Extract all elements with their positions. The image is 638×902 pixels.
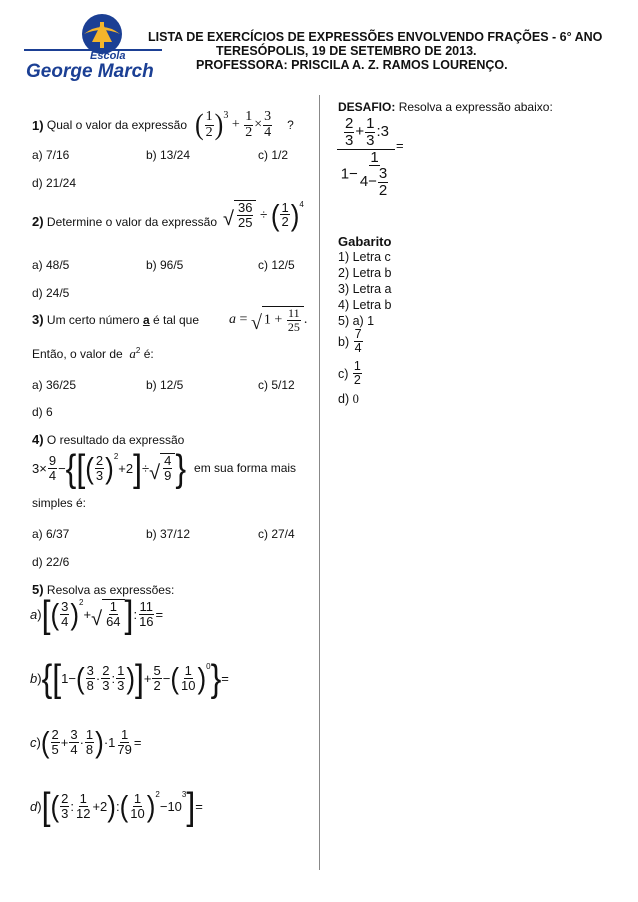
- header-line3: PROFESSORA: PRISCILA A. Z. RAMOS LOURENÇO.: [196, 58, 508, 72]
- q4-option-c: c) 27/4: [258, 527, 295, 541]
- q3-text-b: é tal que: [152, 312, 200, 327]
- q2-option-a: a) 48/5: [32, 258, 70, 272]
- q3-expression: a = √ 1 + $\frac{11}{25}$ .: [229, 306, 308, 335]
- gabarito-item-5c: [338, 360, 363, 387]
- q2-option-b: b) 96/5: [146, 258, 184, 272]
- q5-item-b: b ) { [ 1− ( $\frac{3}{8}$ · $\frac{2}{3}$ : $\frac{1}{3}$ ) ] + $\frac{5}{2}$ − ( $\frac{1}{10}$ ) $^0$ } =: [30, 656, 229, 700]
- q5-item-d: d ) [ ( $\frac{2}{3}$ : $\frac{1}{12}$ +2 ) : ( $\frac{1}{10}$ ) $^2$ −10 3 ] =: [30, 784, 203, 828]
- gabarito-d-label: d): [338, 392, 350, 406]
- q3-option-a: a) 36/25: [32, 378, 77, 392]
- gabarito-d-val: 0: [352, 392, 359, 406]
- q1-expression: ( $\frac{1}{2}$ ) $^3$ + $\frac{1}{2}$ × $\frac{3}{4}$: [195, 107, 272, 142]
- q3-line2: Então, o valor de $a^2$ é:: [32, 346, 154, 361]
- gabarito-item-5b: [338, 328, 364, 355]
- q1-option-d: d) 21/24: [32, 176, 77, 190]
- desafio-text: Resolva a expressão abaixo:: [398, 100, 553, 114]
- gabarito-c-den: 2: [353, 373, 361, 388]
- logo-name: George March: [26, 61, 154, 82]
- q4-option-d: d) 22/6: [32, 555, 70, 569]
- q3-option-c: c) 5/12: [258, 378, 295, 392]
- gabarito-b-num: 7: [354, 327, 362, 341]
- logo-school: Escola: [90, 50, 126, 62]
- q3-text2-tail: é:: [143, 347, 154, 361]
- q3-var: a: [142, 312, 150, 327]
- q1-tail: ?: [287, 118, 294, 133]
- q4-option-b: b) 37/12: [146, 527, 191, 541]
- question-1: [32, 107, 294, 142]
- gabarito-item-1: 1) Letra c: [338, 250, 391, 264]
- gabarito-item-5d: [338, 392, 359, 407]
- q4-option-a: a) 6/37: [32, 527, 70, 541]
- q1-number: 1): [32, 117, 44, 133]
- q3-text2: Então, o valor de: [32, 347, 123, 361]
- q1-option-b: b) 13/24: [146, 148, 191, 162]
- gabarito-c-label: c): [338, 366, 349, 381]
- q2-option-d: d) 24/5: [32, 286, 70, 300]
- q4-text: O resultado da expressão: [46, 433, 185, 447]
- gabarito-item-2: 2) Letra b: [338, 266, 392, 280]
- question-5: [32, 582, 174, 597]
- q4-number: 4): [32, 432, 44, 447]
- q1-option-a: a) 7/16: [32, 148, 70, 162]
- q3-text-a: Um certo número: [46, 312, 140, 327]
- q5-item-c: c ) ( $\frac{2}{5}$ + $\frac{3}{4}$ · $\frac{1}{8}$ ) ·1 $\frac{1}{79}$ =: [30, 724, 142, 760]
- gabarito-item-3: 3) Letra a: [338, 282, 392, 296]
- q4-expression: 3× $\frac{9}{4}$ − { [ ( $\frac{2}{3}$ ) $^2$ +2 ] ÷ √ $\frac{4}{9}$ }: [32, 446, 187, 490]
- q2-text: Determine o valor da expressão: [46, 215, 217, 230]
- q1-text: Qual o valor da expressão: [46, 118, 187, 133]
- gabarito-b-label: b): [338, 334, 350, 349]
- q2-number: 2): [32, 214, 44, 230]
- q4-tail: em sua forma mais: [194, 461, 297, 475]
- q3-option-b: b) 12/5: [146, 378, 184, 392]
- desafio: [338, 100, 553, 114]
- column-divider: [319, 95, 320, 870]
- q4-expression-line: [32, 446, 297, 490]
- gabarito-c-num: 1: [353, 359, 361, 373]
- q5-item-a: a ) [ ( $\frac{3}{4}$ ) $^2$ + √ $\frac{1}{64}$ ] : $\frac{11}{16}$ =: [30, 592, 164, 636]
- gabarito-item-4: 4) Letra b: [338, 298, 392, 312]
- desafio-label: DESAFIO:: [338, 100, 396, 114]
- q2-expression: √ $\frac{36}{25}$ ÷ ( $\frac{1}{2}$ ) $^4$: [223, 197, 304, 232]
- question-4: [32, 432, 184, 447]
- desafio-expression: $\frac{2}{3}$ + $\frac{1}{3}$ :3 1− 1 4− $\frac{3}{2}$ =: [336, 116, 404, 199]
- q1-option-c: c) 1/2: [258, 148, 289, 162]
- gabarito-item-5: 5) a) 1: [338, 314, 375, 328]
- q4-text2: simples é:: [32, 496, 87, 510]
- q3-number: 3): [32, 312, 44, 328]
- header-line2: TERESÓPOLIS, 19 DE SETEMBRO DE 2013.: [216, 44, 477, 58]
- q2-option-c: c) 12/5: [258, 258, 295, 272]
- question-2: [32, 197, 304, 232]
- header-line1: LISTA DE EXERCÍCIOS DE EXPRESSÕES ENVOLVENDO FRAÇÕES - 6° ANO: [148, 30, 603, 44]
- gabarito-title: Gabarito: [338, 234, 392, 249]
- q5-text: Resolva as expressões:: [46, 583, 175, 597]
- q5-number: 5): [32, 582, 44, 597]
- q3-option-d: d) 6: [32, 405, 53, 419]
- school-logo: [22, 12, 162, 82]
- question-3: [32, 306, 307, 333]
- gabarito-b-den: 4: [354, 341, 362, 356]
